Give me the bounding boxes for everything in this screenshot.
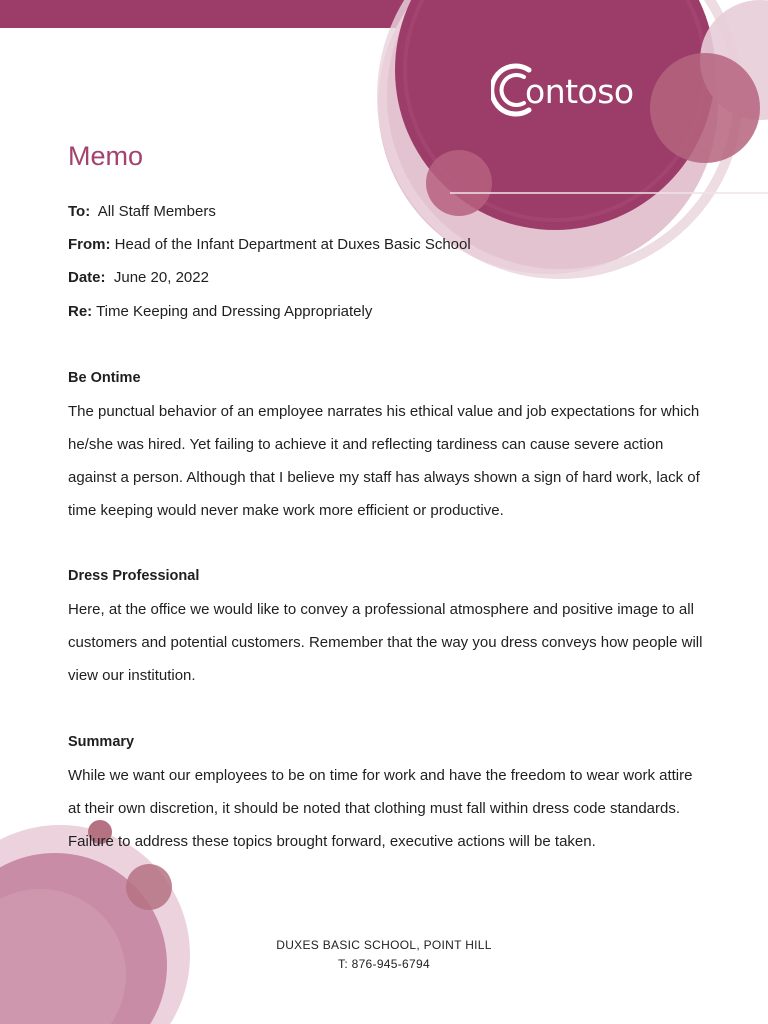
logo-wordmark: ontoso [525, 71, 634, 111]
footer-address: DUXES BASIC SCHOOL, POINT HILL [276, 938, 492, 952]
from-label: From: [68, 236, 111, 253]
contoso-logo [491, 62, 634, 118]
section-body-summary: While we want our employees to be on time for work and have the freedom to wear work attire at their own discretion, it should be noted that clothing must fall within dress code standards. Failure to address these topics brought forward, executive actions will be taken. [68, 767, 693, 850]
section-heading-dress-professional: Dress Professional [68, 568, 200, 584]
to-label: To: [68, 203, 91, 220]
from-field [68, 235, 471, 255]
date-field [68, 268, 209, 288]
to-value: All Staff Members [97, 203, 216, 220]
page-title: Memo [68, 141, 144, 171]
section-body-be-ontime: The punctual behavior of an employee narrates his ethical value and job expectations for which he/she was hired. Yet failing to achieve it and reflecting tardiness can cause severe action against a person. Although that I believe my staff has always shown a sign of hard work, lack of time keeping would never make work more efficient or productive. [68, 403, 700, 519]
footer [0, 936, 768, 974]
date-label: Date: [68, 269, 106, 286]
re-label: Re: [68, 303, 93, 320]
section-heading-be-ontime: Be Ontime [68, 370, 141, 386]
footer-phone: T: 876-945-6794 [338, 957, 430, 971]
section-body-dress-professional: Here, at the office we would like to convey a professional atmosphere and positive image to all customers and potential customers. Remember that the way you dress conveys how people will view our institution. [68, 601, 703, 684]
to-field [68, 202, 216, 222]
section-heading-summary: Summary [68, 734, 135, 750]
re-field [68, 302, 372, 322]
re-value: Time Keeping and Dressing Appropriately [96, 303, 373, 320]
from-value: Head of the Infant Department at Duxes Basic School [114, 236, 471, 253]
date-value: June 20, 2022 [113, 269, 209, 286]
